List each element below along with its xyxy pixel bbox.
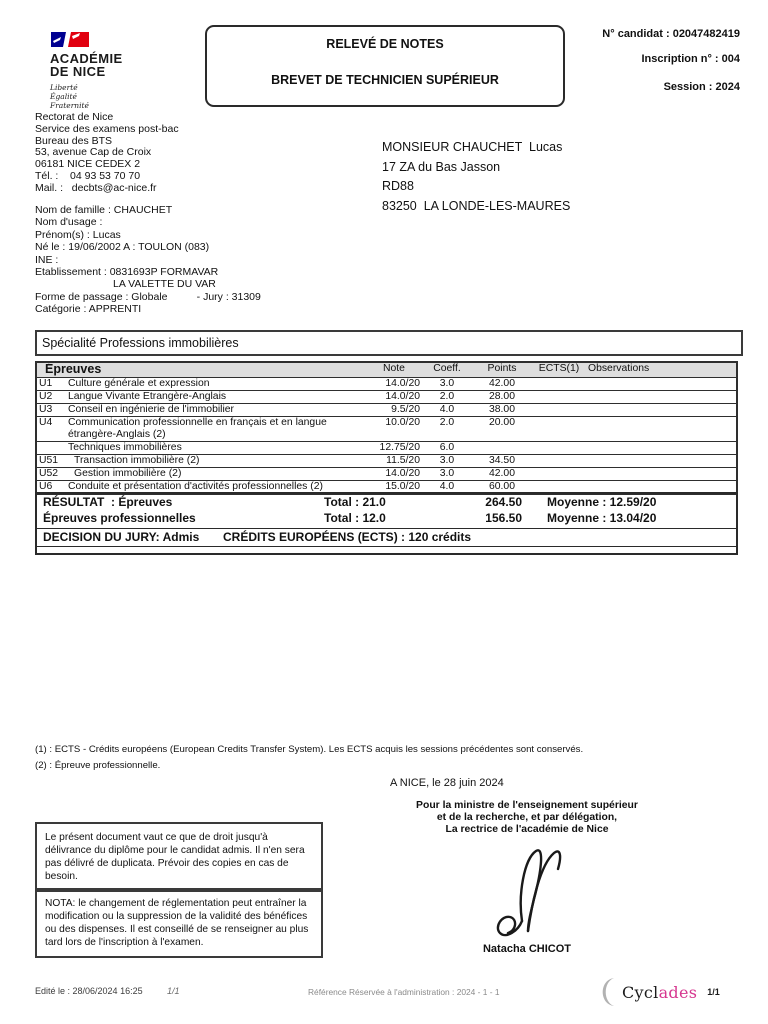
sender-email: Mail. : decbts@ac-nice.fr	[35, 181, 157, 194]
candidate-number: N° candidat : 02047482419	[602, 28, 740, 40]
row-label: Culture générale et expression	[66, 378, 366, 391]
signature-image	[488, 843, 568, 941]
row-label: Conseil en ingénierie de l'immobilier	[66, 404, 366, 417]
result-label: RÉSULTAT : Épreuves	[43, 495, 173, 509]
row-note: 12.75/20	[366, 442, 422, 455]
row-obs	[586, 455, 737, 468]
row-label: Transaction immobilière (2)	[66, 455, 366, 468]
candidate-usage-name: Nom d'usage :	[35, 216, 103, 229]
row-note: 14.0/20	[366, 378, 422, 391]
row-coeff: 4.0	[422, 481, 472, 495]
delegation-line: La rectrice de l'académie de Nice	[445, 824, 609, 835]
row-code: U1	[36, 378, 66, 391]
row-note: 11.5/20	[366, 455, 422, 468]
academie-name-line2: DE NICE	[50, 64, 106, 79]
header-coeff: Coeff.	[422, 362, 472, 378]
row-note: 14.0/20	[366, 468, 422, 481]
row-points: 28.00	[472, 391, 532, 404]
row-ects	[532, 378, 586, 391]
row-coeff: 2.0	[422, 391, 472, 404]
candidate-etablissement-city: LA VALETTE DU VAR	[113, 278, 216, 291]
row-obs	[586, 417, 737, 442]
table-row	[36, 404, 737, 417]
result-points: 264.50	[485, 495, 522, 509]
marks-table	[35, 361, 738, 495]
cyclades-crescent-icon	[598, 977, 620, 1007]
header-points: Points	[472, 362, 532, 378]
recipient-address-block	[382, 138, 570, 216]
inscription-number: Inscription n° : 004	[641, 53, 740, 65]
result-row-professionnelles	[37, 510, 736, 526]
row-obs	[586, 468, 737, 481]
row-label: Communication professionnelle en français et en langue étrangère-Anglais (2)	[66, 417, 366, 442]
row-code: U51	[36, 455, 66, 468]
table-row	[36, 391, 737, 404]
candidate-first-name: Prénom(s) : Lucas	[35, 228, 121, 241]
candidate-family-name: Nom de famille : CHAUCHET	[35, 204, 173, 216]
row-label: Conduite et présentation d'activités professionnelles (2)	[66, 481, 366, 495]
row-code: U6	[36, 481, 66, 495]
table-row	[36, 468, 737, 481]
academie-logo	[50, 32, 123, 110]
row-ects	[532, 404, 586, 417]
result-total: Total : 21.0	[324, 495, 386, 509]
motto-line: Égalité	[50, 92, 77, 101]
table-row	[36, 455, 737, 468]
row-note: 14.0/20	[366, 391, 422, 404]
document-title: RELEVÉ DE NOTES	[326, 37, 444, 51]
recipient-name: MONSIEUR CHAUCHET Lucas	[382, 140, 563, 154]
document-title-box	[205, 25, 565, 107]
result-total: Total : 12.0	[324, 511, 386, 525]
recipient-line: RD88	[382, 179, 414, 193]
row-label: Langue Vivante Etrangère-Anglais	[66, 391, 366, 404]
row-coeff: 3.0	[422, 468, 472, 481]
candidate-etablissement: Etablissement : 0831693P FORMAVAR	[35, 266, 219, 279]
table-row	[36, 378, 737, 391]
result-label: Épreuves professionnelles	[43, 511, 196, 525]
row-points: 42.00	[472, 468, 532, 481]
sender-address-block	[35, 112, 179, 195]
row-note: 10.0/20	[366, 417, 422, 442]
result-box	[35, 492, 738, 555]
sender-line: Service des examens post-bac	[35, 122, 179, 135]
row-coeff: 2.0	[422, 417, 472, 442]
table-header-row	[36, 362, 737, 378]
notice-box-validity: Le présent document vaut ce que de droit jusqu'à délivrance du diplôme pour le candidat admis. Il n'en sera pas délivré de duplicata. Prévoir des copies en cas de besoin.	[35, 822, 323, 892]
cyclades-logo-black: Cycl	[622, 982, 659, 1002]
candidate-birth: Né le : 19/06/2002 A : TOULON (083)	[35, 241, 210, 254]
row-points: 38.00	[472, 404, 532, 417]
row-ects	[532, 442, 586, 455]
row-obs	[586, 404, 737, 417]
signatory-name: Natacha CHICOT	[482, 943, 572, 955]
cyclades-logo-pink: ades	[658, 982, 698, 1002]
row-code	[36, 442, 66, 455]
row-code: U4	[36, 417, 66, 442]
candidate-ine: INE :	[35, 253, 59, 266]
row-coeff: 3.0	[422, 378, 472, 391]
cyclades-logo	[598, 977, 720, 1007]
row-code: U2	[36, 391, 66, 404]
row-code: U52	[36, 468, 66, 481]
header-observations: Observations	[586, 362, 737, 378]
recipient-line: 17 ZA du Bas Jasson	[382, 159, 501, 174]
row-ects	[532, 391, 586, 404]
table-row	[36, 417, 737, 442]
specialite-box	[35, 330, 743, 356]
result-moyenne: Moyenne : 13.04/20	[547, 511, 657, 525]
motto-line: Liberté	[50, 83, 78, 92]
delegation-line: et de la recherche, et par délégation,	[436, 812, 618, 823]
sender-phone: Tél. : 04 93 53 70 70	[35, 169, 141, 182]
result-points: 156.50	[485, 511, 522, 525]
candidate-categorie: Catégorie : APPRENTI	[35, 303, 142, 316]
sender-line: 06181 NICE CEDEX 2	[35, 158, 141, 171]
document-subtitle: BREVET DE TECHNICIEN SUPÉRIEUR	[271, 73, 499, 87]
row-obs	[586, 442, 737, 455]
candidate-info-block	[35, 204, 261, 316]
footer-page-indicator-left: 1/1	[167, 986, 180, 996]
motto-line: Fraternité	[50, 101, 89, 110]
row-points	[472, 442, 532, 455]
row-obs	[586, 391, 737, 404]
footer-reference: Référence Réservée à l'administration : 2024 - 1 - 1	[308, 987, 500, 997]
sender-line: Bureau des BTS	[35, 134, 113, 147]
session: Session : 2024	[663, 81, 740, 93]
header-ects: ECTS(1)	[532, 362, 586, 378]
row-note: 9.5/20	[366, 404, 422, 417]
jury-decision: DECISION DU JURY: Admis	[43, 530, 200, 544]
row-points: 60.00	[472, 481, 532, 495]
row-ects	[532, 417, 586, 442]
academie-name-line1: ACADÉMIE	[50, 51, 123, 66]
date-place-line: A NICE, le 28 juin 2024	[390, 777, 504, 789]
jury-decision-row	[37, 528, 736, 547]
row-ects	[532, 455, 586, 468]
ects-credits: CRÉDITS EUROPÉENS (ECTS) : 120 crédits	[223, 530, 472, 544]
candidate-forme-passage: Forme de passage : Globale - Jury : 31309	[35, 290, 261, 303]
row-note: 15.0/20	[366, 481, 422, 495]
row-obs	[586, 378, 737, 391]
french-flag-icon	[50, 32, 90, 47]
sender-line: 53, avenue Cap de Croix	[35, 146, 152, 159]
row-label: Gestion immobilière (2)	[66, 468, 366, 481]
delegation-block	[403, 800, 651, 836]
delegation-line: Pour la ministre de l'enseignement supérieur	[416, 800, 638, 811]
header-epreuves: Épreuves	[36, 362, 366, 378]
footer-edited-date: Edité le : 28/06/2024 16:25	[35, 986, 143, 996]
result-row-epreuves	[37, 494, 736, 510]
row-points: 34.50	[472, 455, 532, 468]
notice-box-nota: NOTA: le changement de réglementation peut entraîner la modification ou la suppression de la validité des bénéfices ou des dispenses. Il est conseillé de se renseigner au plus tard lors de l'inscription à l'examen.	[35, 888, 323, 958]
row-coeff: 6.0	[422, 442, 472, 455]
row-coeff: 3.0	[422, 455, 472, 468]
footnote-1: (1) : ECTS - Crédits européens (European Credits Transfer System). Les ECTS acquis les sessions précédentes sont conservés.	[35, 744, 584, 755]
row-ects	[532, 468, 586, 481]
footnote-2: (2) : Épreuve professionnelle.	[35, 760, 161, 771]
header-note: Note	[366, 362, 422, 378]
table-row	[36, 442, 737, 455]
recipient-city: 83250 LA LONDE-LES-MAURES	[382, 198, 571, 213]
row-label: Techniques immobilières	[66, 442, 366, 455]
row-coeff: 4.0	[422, 404, 472, 417]
footer-page-indicator-right: 1/1	[707, 987, 720, 997]
sender-line: Rectorat de Nice	[35, 111, 114, 123]
result-moyenne: Moyenne : 12.59/20	[547, 495, 657, 509]
row-points: 42.00	[472, 378, 532, 391]
row-points: 20.00	[472, 417, 532, 442]
specialite-label: Spécialité Professions immobilières	[42, 336, 239, 350]
row-code: U3	[36, 404, 66, 417]
